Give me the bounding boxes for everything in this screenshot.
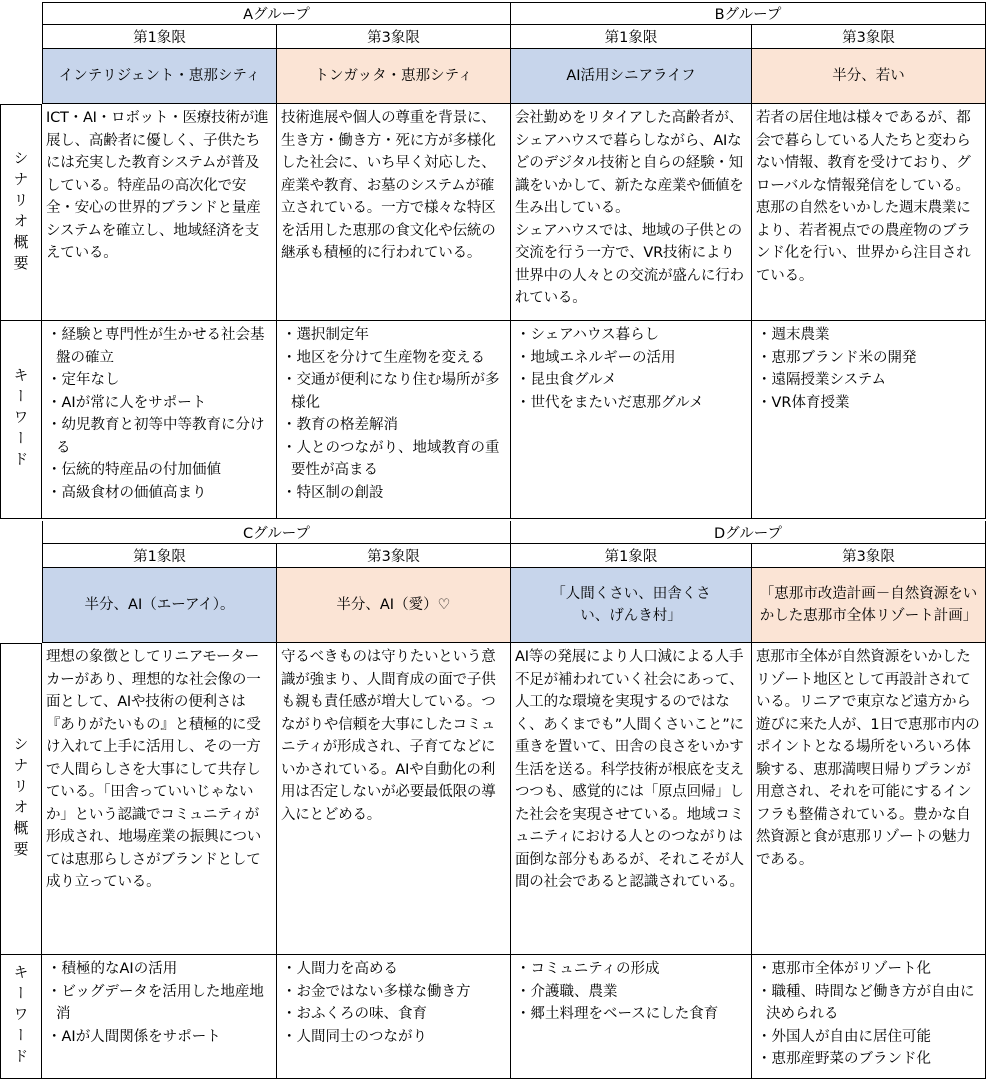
keyword-item: ・週末農業 bbox=[757, 327, 830, 343]
block-cd bbox=[0, 521, 986, 1079]
corner-empty bbox=[0, 2, 42, 104]
keyword-item: ・地区を分けて生産物を変える bbox=[282, 349, 485, 366]
scenario-d1: AI等の発展により人口減による人手不足が補われていく社会にあって、人工的な環境を実現するのではなく、あくまでも”人間くさいこと”に重きを置いて、田舎の良さをいかす生活を送る。科学技術が根底を支えつつも、感覚的には「原点回帰」した社会を実現させている。地域コミュニティにおける人とのつながりは面倒な部分もあるが、それこそが人間の社会であると認識されている。 bbox=[511, 643, 752, 955]
keywords-c3 bbox=[277, 955, 511, 1079]
block-ab bbox=[0, 2, 986, 519]
keyword-item: ・選択制定年 bbox=[282, 327, 369, 343]
title-b1: AI活用シニアライフ bbox=[511, 49, 752, 104]
scenario-d3: 恵那市全体が自然資源をいかしたリゾート地区として再設計されている。リニアで東京など遠方から遊びに来た人が、1日で恵那市内のポイントとなる場所をいろいろ体験する、恵那満喫日帰りプランが用意され、それを可能にするインフラも整備されている。豊かな自然資源と食が恵那リゾートの魅力である。 bbox=[752, 643, 986, 955]
scenario-c1: 理想の象徴としてリニアモーターカーがあり、理想的な社会像の一面として、AIや技術の便利さは『ありがたいもの』と積極的に受け入れて上手に活用し、その一方で人間らしさを大事にして共存している。「田舎っていいじゃないか」という認識でコミュニティが形成され、地場産業の振興については恵那らしさがブランドとして成り立っている。 bbox=[42, 643, 277, 955]
group-header-b: Bグループ bbox=[511, 2, 986, 25]
quadrant-b3: 第3象限 bbox=[752, 25, 986, 49]
scenario-a1: ICT・AI・ロボット・医療技術が進展し、高齢者に優しく、子供たちには充実した教育システムが普及している。特産品の高次化で安全・安心の世界的ブランドと量産システムを確立し、地域経済を支えている。 bbox=[42, 104, 277, 321]
keyword-label: キーワード bbox=[0, 321, 42, 519]
keyword-item: ・AIが常に人をサポート bbox=[47, 394, 207, 411]
keyword-item: ・コミュニティの形成 bbox=[516, 961, 660, 977]
title-c1: 半分、AI（エーアイ）。 bbox=[42, 568, 277, 643]
scenario-b3: 若者の居住地は様々であるが、都会で暮らしている人たちと変わらない情報、教育を受けており、グローバルな情報発信をしている。 恵那の自然をいかした週末農業により、若者視点での農産物のブランド化を行い、世界から注目されている。 bbox=[752, 104, 986, 321]
title-d1: 「人間くさい、田舎くさい、げんき村」 bbox=[511, 568, 752, 643]
keyword-item: ・介護職、農業 bbox=[516, 983, 618, 1000]
keywords-b3 bbox=[752, 321, 986, 519]
keyword-item: ・VR体育授業 bbox=[757, 394, 850, 411]
keyword-item: ・遠隔授業システム bbox=[757, 372, 887, 388]
keyword-item: ・外国人が自由に居住可能 bbox=[757, 1028, 931, 1045]
quadrant-d3: 第3象限 bbox=[752, 544, 986, 568]
corner-empty bbox=[0, 521, 42, 643]
keyword-item: ・定年なし bbox=[47, 372, 120, 388]
keyword-item: ・教育の格差解消 bbox=[282, 417, 398, 433]
keyword-item: ・積極的なAIの活用 bbox=[47, 961, 178, 977]
scenario-c3: 守るべきものは守りたいという意識が強まり、人間育成の面で子供も親も責任感が増大している。つながりや信頼を大事にしたコミュニティが形成され、子育てなどにいかされている。AIや自動化の利用は否定しないが必要最低限の導入にとどめる。 bbox=[277, 643, 511, 955]
keyword-item: ・おふくろの味、食育 bbox=[282, 1006, 427, 1022]
keyword-item: ・恵那産野菜のブランド化 bbox=[757, 1051, 931, 1067]
title-b3: 半分、若い bbox=[752, 49, 986, 104]
keywords-a1 bbox=[42, 321, 277, 519]
scenario-label: シナリオ概要 bbox=[0, 643, 42, 955]
keyword-item: ・特区制の創設 bbox=[282, 484, 384, 501]
quadrant-c3: 第3象限 bbox=[277, 544, 511, 568]
keyword-item: ・シェアハウス暮らし bbox=[516, 327, 660, 343]
keyword-item: ・伝統的特産品の付加価値 bbox=[47, 462, 221, 478]
keywords-d3 bbox=[752, 955, 986, 1079]
quadrant-b1: 第1象限 bbox=[511, 25, 752, 49]
keyword-item: ・経験と専門性が生かせる社会基盤の確立 bbox=[47, 327, 265, 366]
title-c3: 半分、AI（愛）♡ bbox=[277, 568, 511, 643]
group-header-d: Dグループ bbox=[511, 521, 986, 544]
keyword-item: ・地域エネルギーの活用 bbox=[516, 349, 676, 366]
keyword-item: ・高級食材の価値高まり bbox=[47, 484, 207, 501]
keywords-b1 bbox=[511, 321, 752, 519]
quadrant-a1: 第1象限 bbox=[42, 25, 277, 49]
keyword-item: ・恵那ブランド米の開発 bbox=[757, 349, 917, 366]
keywords-a3 bbox=[277, 321, 511, 519]
keyword-item: ・郷土料理をベースにした食育 bbox=[516, 1006, 719, 1022]
keyword-label: キーワード bbox=[0, 955, 42, 1079]
keyword-item: ・恵那市全体がリゾート化 bbox=[757, 961, 931, 977]
quadrant-c1: 第1象限 bbox=[42, 544, 277, 568]
title-a1: インテリジェント・恵那シティ bbox=[42, 49, 277, 104]
keyword-item: ・AIが人間関係をサポート bbox=[47, 1028, 221, 1045]
keyword-item: ・お金ではない多様な働き方 bbox=[282, 983, 471, 1000]
group-header-a: Aグループ bbox=[42, 2, 511, 25]
keyword-item: ・人間同士のつながり bbox=[282, 1028, 427, 1045]
quadrant-d1: 第1象限 bbox=[511, 544, 752, 568]
keyword-item: ・昆虫食グルメ bbox=[516, 372, 617, 388]
group-header-c: Cグループ bbox=[42, 521, 511, 544]
scenario-label: シナリオ概要 bbox=[0, 104, 42, 321]
scenario-b1: 会社勤めをリタイアした高齢者が、シェアハウスで暮らしながら、AIなどのデジタル技術と自らの経験・知識をいかして、新たな産業や価値を生み出している。 シェアハウスでは、地域の子供との交流を行う一方で、VR技術により世界中の人々との交流が盛んに行われている。 bbox=[511, 104, 752, 321]
title-a3: トンガッタ・恵那シティ bbox=[277, 49, 511, 104]
title-d3: 「恵那市改造計画－自然資源をいかした恵那市全体リゾート計画」 bbox=[752, 568, 986, 643]
keyword-item: ・交通が便利になり住む場所が多様化 bbox=[282, 372, 500, 411]
keyword-item: ・幼児教育と初等中等教育に分ける bbox=[47, 417, 265, 456]
keyword-item: ・ビッグデータを活用した地産地消 bbox=[47, 983, 264, 1022]
keywords-d1 bbox=[511, 955, 752, 1079]
quadrant-a3: 第3象限 bbox=[277, 25, 511, 49]
keyword-item: ・人とのつながり、地域教育の重要性が高まる bbox=[282, 439, 500, 478]
scenario-a3: 技術進展や個人の尊重を背景に、生き方・働き方・死に方が多様化した社会に、いち早く対応した、産業や教育、お墓のシステムが確立されている。一方で様々な特区を活用した恵那の食文化や伝統の継承も積極的に行われている。 bbox=[277, 104, 511, 321]
keywords-c1 bbox=[42, 955, 277, 1079]
keyword-item: ・世代をまたいだ恵那グルメ bbox=[516, 394, 704, 411]
keyword-item: ・職種、時間など働き方が自由に決められる bbox=[757, 983, 975, 1022]
keyword-item: ・人間力を高める bbox=[282, 961, 398, 977]
